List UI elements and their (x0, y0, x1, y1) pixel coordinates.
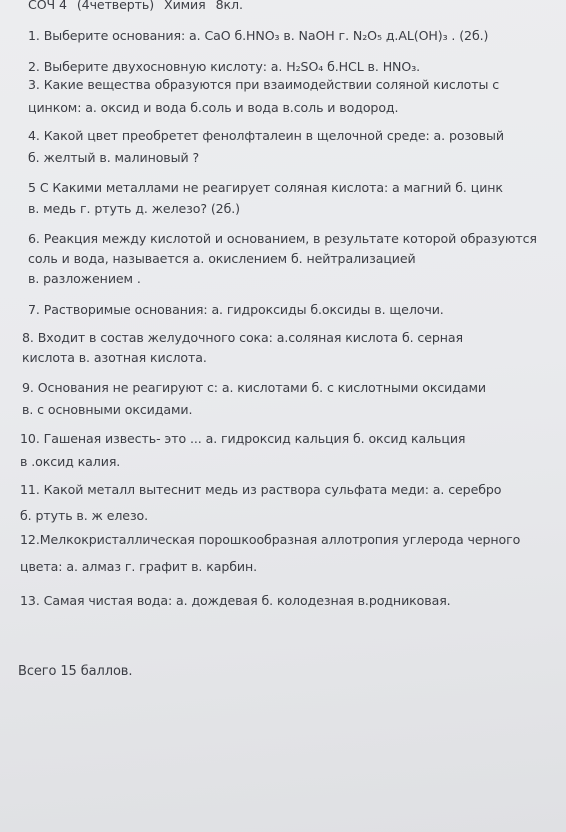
question-10: 10. Гашеная известь- это ... а. гидроксид кальция б. оксид кальция (20, 431, 466, 446)
question-12-answers: цвета: а. алмаз г. графит в. карбин. (20, 559, 258, 574)
subject-label: Химия (164, 0, 206, 12)
question-6-line-2: соль и вода, называется а. окислением б. нейтрализацией (28, 251, 416, 266)
question-4: 4. Какой цвет преобретет фенолфталеин в щелочной среде: а. розовый (28, 128, 504, 143)
question-3: 3. Какие вещества образуются при взаимодействии соляной кислоты с (28, 77, 500, 92)
question-12: 12.Мелкокристаллическая порошкообразная аллотропия углерода черного (20, 532, 521, 547)
quarter-label: (4четверть) (76, 0, 155, 12)
question-6-line-3: в. разложением . (28, 271, 141, 286)
question-5-answers: в. медь г. ртуть д. железо? (2б.) (28, 201, 240, 216)
worksheet-header (28, 0, 253, 13)
question-8-answers: кислота в. азотная кислота. (22, 350, 207, 365)
question-7: 7. Растворимые основания: а. гидроксиды б.оксиды в. щелочи. (28, 302, 444, 317)
question-13: 13. Самая чистая вода: а. дождевая б. колодезная в.родниковая. (20, 593, 451, 608)
question-11-answers: б. ртуть в. ж елезо. (20, 508, 149, 523)
total-score: Всего 15 баллов. (18, 664, 133, 679)
question-6: 6. Реакция между кислотой и основанием, в результате которой образуются (28, 231, 537, 246)
question-8: 8. Входит в состав желудочного сока: а.соляная кислота б. серная (22, 330, 464, 345)
soch-label: СОЧ 4 (28, 0, 67, 12)
question-5: 5 С Какими металлами не реагирует соляная кислота: а магний б. цинк (28, 180, 503, 195)
question-11: 11. Какой металл вытеснит медь из раствора сульфата меди: а. серебро (20, 482, 502, 497)
question-1: 1. Выберите основания: а. CaO б.HNO₃ в. NaOH г. N₂O₅ д.AL(OH)₃ . (2б.) (28, 28, 489, 43)
question-9-answers: в. с основными оксидами. (22, 402, 193, 417)
question-10-answers: в .оксид калия. (20, 454, 121, 469)
grade-label: 8кл. (215, 0, 243, 12)
question-2: 2. Выберите двухосновную кислоту: а. H₂SO₄ б.HCL в. HNO₃. (28, 59, 421, 74)
question-4-answers: б. желтый в. малиновый ? (28, 150, 200, 165)
question-3-answers: цинком: а. оксид и вода б.соль и вода в.соль и водород. (28, 100, 399, 115)
question-9: 9. Основания не реагируют с: а. кислотами б. с кислотными оксидами (22, 380, 486, 395)
